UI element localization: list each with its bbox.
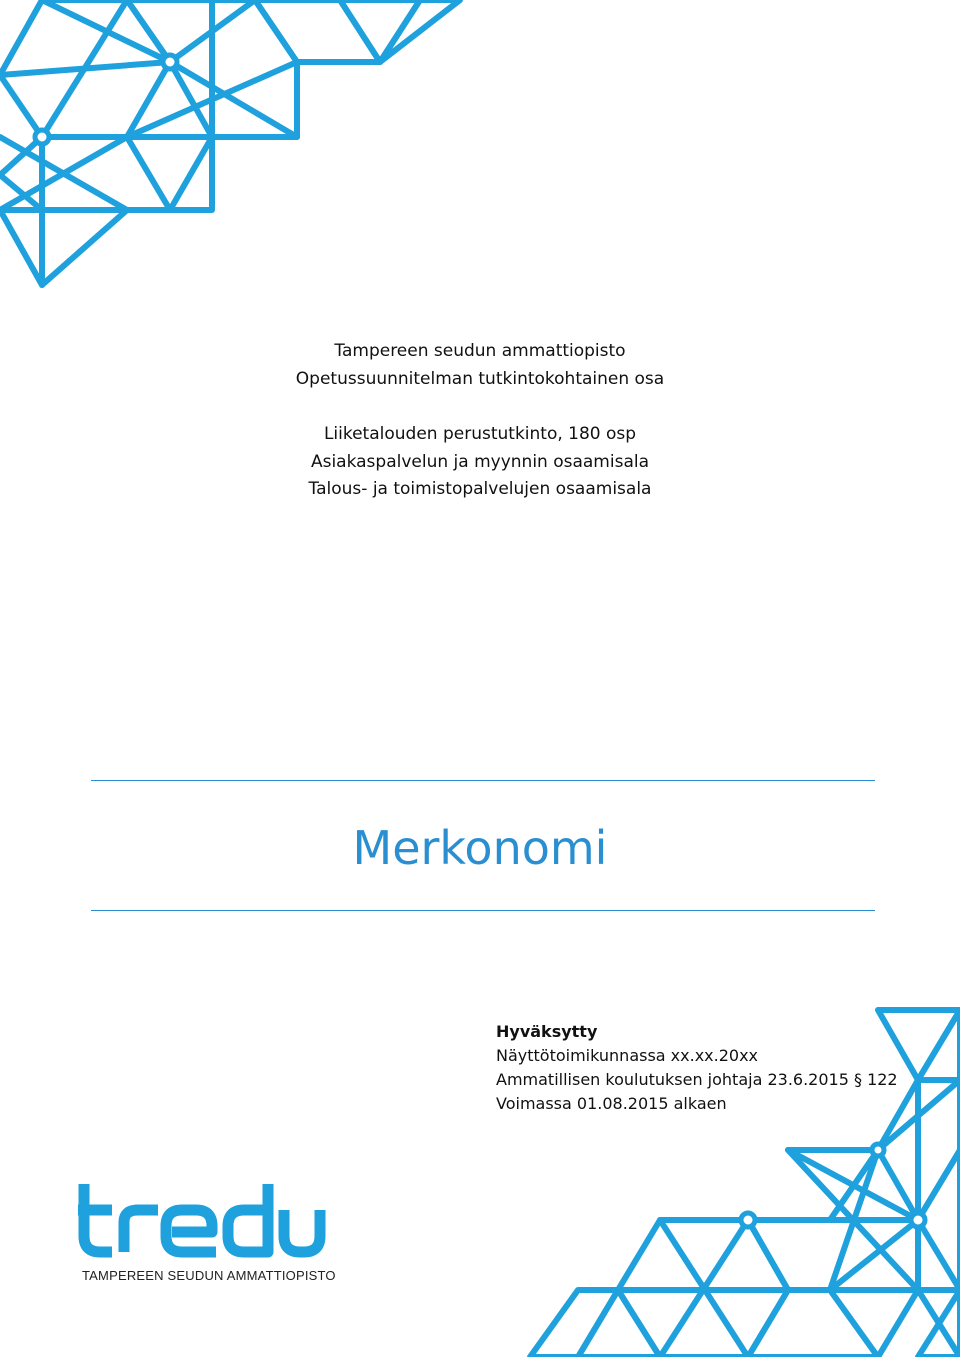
header-block	[0, 338, 960, 393]
approval-line-1: Näyttötoimikunnassa xx.xx.20xx	[496, 1046, 759, 1065]
approval-heading: Hyväksytty	[496, 1022, 598, 1041]
document-title: Merkonomi	[352, 821, 608, 875]
decorative-pattern-top	[0, 0, 480, 300]
approval-block	[496, 1020, 898, 1116]
logo-caption: TAMPEREEN SEUDUN AMMATTIOPISTO	[82, 1268, 336, 1283]
title-rule-bottom	[91, 910, 875, 911]
degree-name: Liiketalouden perustutkinto, 180 osp	[323, 424, 637, 444]
approval-line-2: Ammatillisen koulutuksen johtaja 23.6.2015 § 122	[496, 1070, 898, 1089]
school-name: Tampereen seudun ammattiopisto	[334, 341, 626, 361]
document-type: Opetussuunnitelman tutkintokohtainen osa	[295, 368, 665, 389]
program-2: Talous- ja toimistopalvelujen osaamisala	[308, 479, 652, 499]
program-1: Asiakaspalvelun ja myynnin osaamisala	[310, 451, 650, 472]
tredu-logo	[78, 1180, 328, 1262]
degree-block	[0, 421, 960, 504]
approval-line-3: Voimassa 01.08.2015 alkaen	[496, 1094, 727, 1113]
title-rule-top	[91, 780, 875, 781]
